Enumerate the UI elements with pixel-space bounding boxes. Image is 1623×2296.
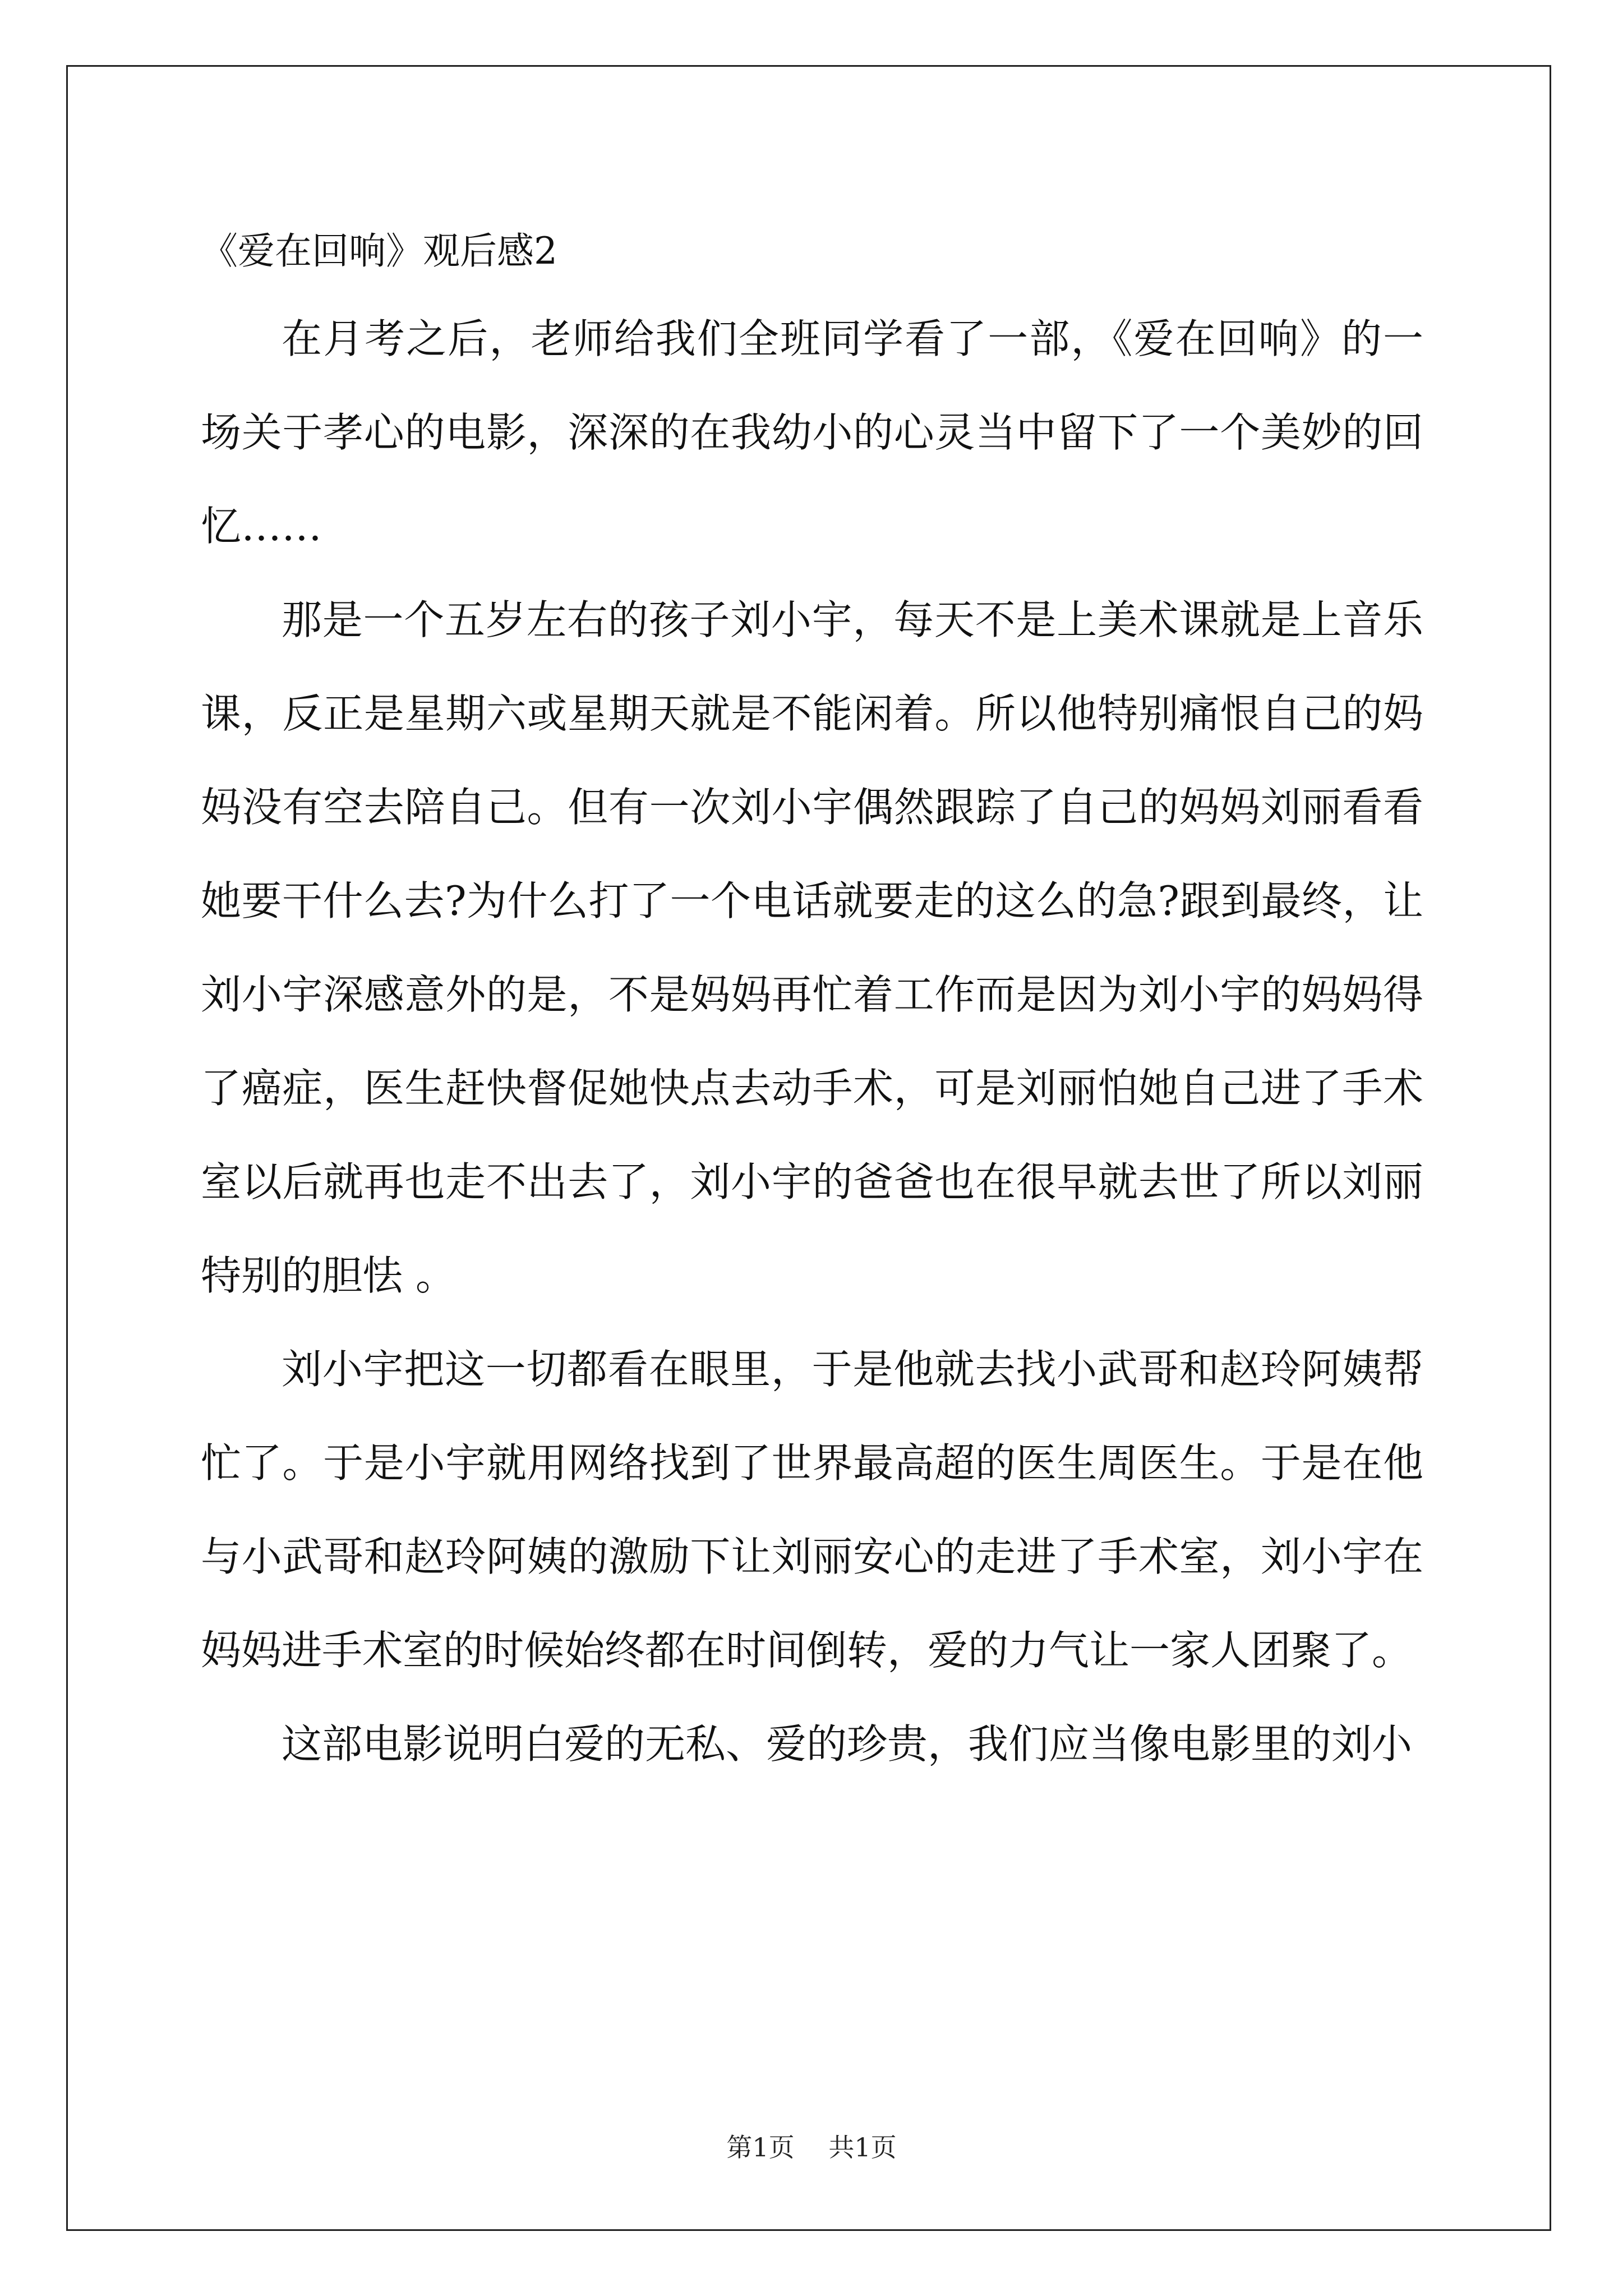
document-title: 《爱在回响》观后感2: [201, 229, 557, 273]
page-number: 第1页: [726, 2132, 795, 2162]
document-body: [201, 292, 1423, 1791]
page-footer: [0, 2131, 1623, 2164]
paragraph-4: 这部电影说明白爱的无私、爱的珍贵，我们应当像电影里的刘小: [282, 1720, 1413, 1768]
paragraph-3: 刘小宇把这一切都看在眼里，于是他就去找小武哥和赵玲阿姨帮忙了。于是小宇就用网络找到了世界最高超的医生周医生。于是在他与小武哥和赵玲阿姨的激励下让刘丽安心的走进了手术室，刘小宇在妈妈进手术室的时候始终都在时间倒转，爱的力气让一家人团聚了。: [201, 1346, 1423, 1674]
page-total: 共1页: [828, 2132, 897, 2162]
paragraph-2: 那是一个五岁左右的孩子刘小宇，每天不是上美术课就是上音乐课，反正是星期六或星期天就是不能闲着。所以他特别痛恨自己的妈妈没有空去陪自己。但有一次刘小宇偶然跟踪了自己的妈妈刘丽看看她要干什么去?为什么打了一个电话就要走的这么的急?跟到最终，让刘小宇深感意外的是，不是妈妈再忙着工作而是因为刘小宇的妈妈得了癌症，医生赶快督促她快点去动手术，可是刘丽怕她自己进了手术室以后就再也走不出去了，刘小宇的爸爸也在很早就去世了所以刘丽特别的胆怯 。: [201, 596, 1423, 1299]
paragraph-1: 在月考之后，老师给我们全班同学看了一部，《爱在回响》的一场关于孝心的电影，深深的在我幼小的心灵当中留下了一个美妙的回忆……: [201, 315, 1423, 550]
